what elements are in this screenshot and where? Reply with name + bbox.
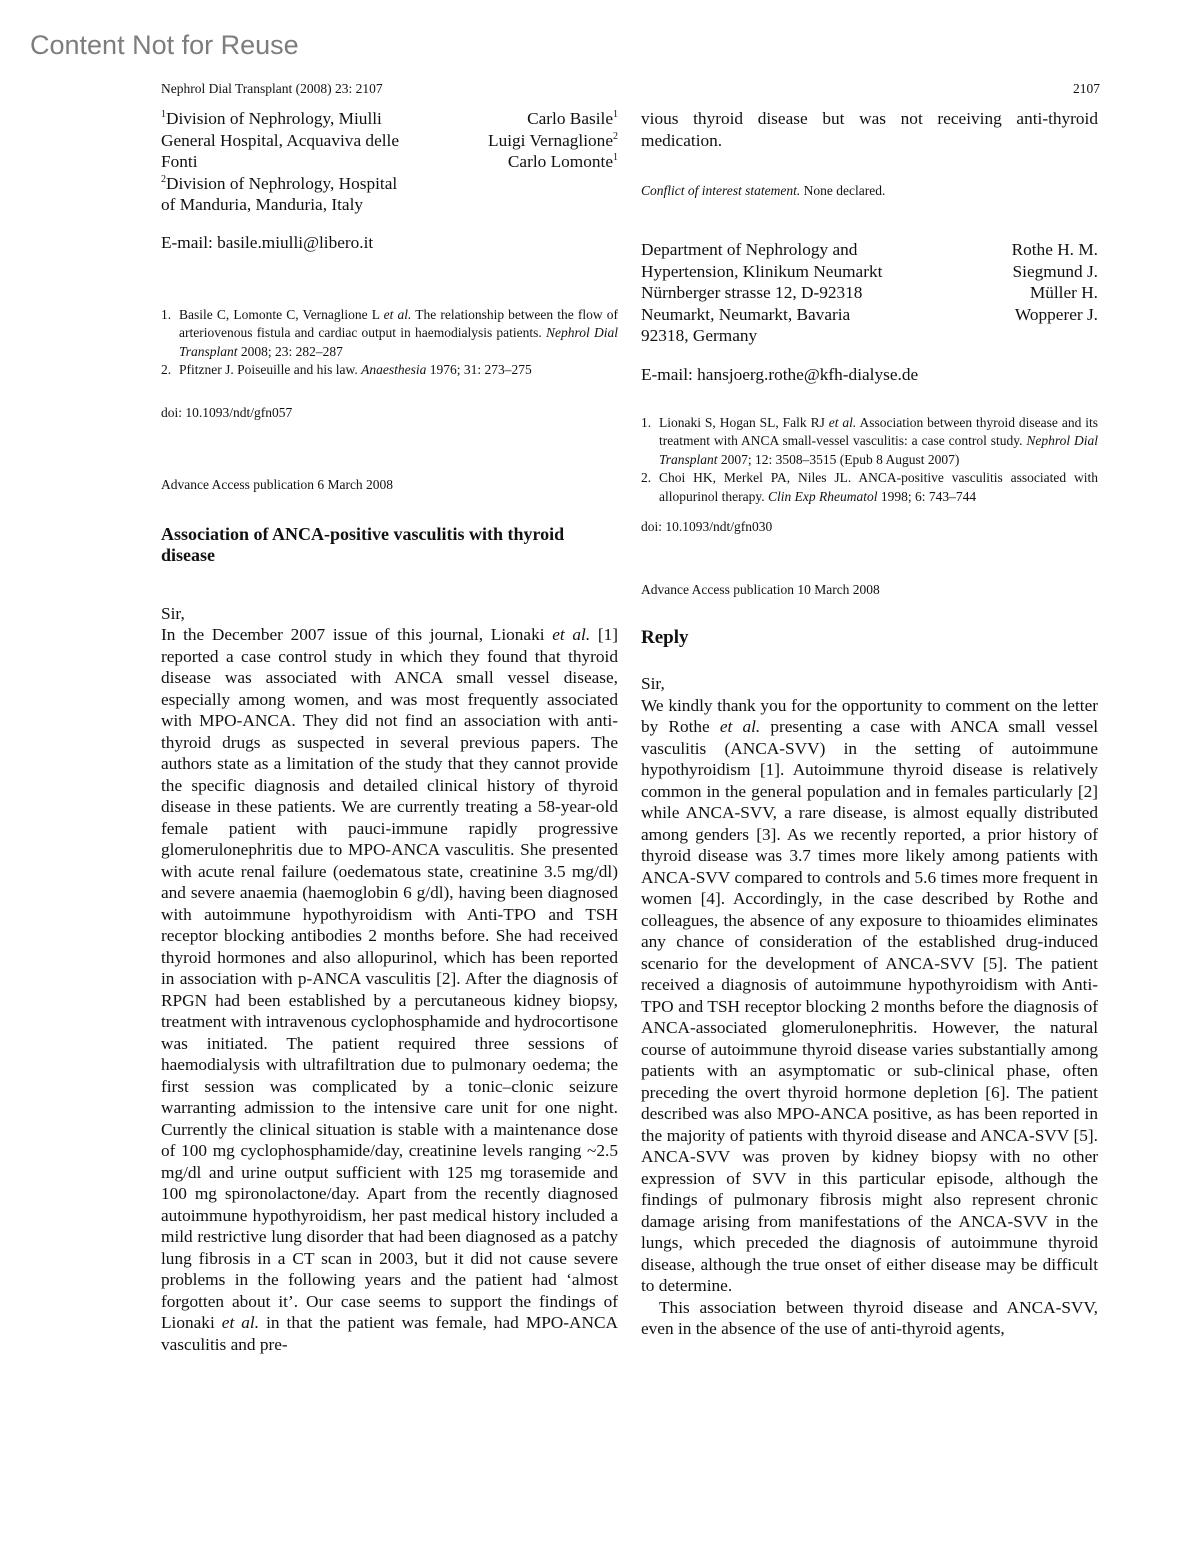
affiliation-line: General Hospital, Acquaviva delle	[161, 130, 400, 150]
author-name: Carlo Basile$^1$	[527, 109, 618, 128]
affiliation-line: 92318, Germany	[641, 326, 758, 345]
affiliation-line: Division of Nephrology, Hospital	[166, 173, 398, 193]
signature-block	[641, 239, 1098, 347]
affiliation-line: Fonti	[161, 152, 198, 171]
advance-access-line: Advance Access publication 10 March 2008	[641, 582, 880, 597]
letter-paragraph: In the December 2007 issue of this journal, Lionaki et al. [1] reported a case control study in which they found that thyroid disease was associated with ANCA small vessel disease, especially among women, and was most frequently associated with MPO-ANCA. They did not find an association with anti-thyroid drugs as suspected in several previous papers. The authors state as a limitation of the study that they cannot provide the specific diagnosis and detailed clinical history of thyroid disease in these patients. We are currently treating a 58-year-old female patient with pauci-immune rapidly progressive glomerulonephritis due to MPO-ANCA vasculitis. She presented with acute renal failure (oedematous state, creatinine 3.5 mg/dl) and severe anaemia (haemoglobin 6 g/dl), having been diagnosed with autoimmune hypothyroidism with Anti-TPO and TSH receptor blocking antibodies 2 months before. She had received thyroid hormones and also allopurinol, which has been reported in association with p-ANCA vasculitis [2]. After the diagnosis of RPGN had been established by a percutaneous kidney biopsy, treatment with intravenous cyclophosphamide and hydrocortisone was initiated. The patient required three sessions of haemodialysis with ultrafiltration due to pulmonary oedema; the first session was complicated by a tonic–clonic seizure warranting admission to the intensive care unit for one night. Currently the clinical situation is stable with a maintenance dose of 100 mg cyclophosphamide/day, creatinine levels ranging ~2.5 mg/dl and urine output sufficient with 125 mg torasemide and 100 mg spironolactone/day. Apart from the recently diagnosed autoimmune hypothyroidism, her past medical history included a mild restrictive lung disorder that had been diagnosed as a patchy lung fibrosis in a CT scan in 2003, but it did not cause severe problems in the following years and the patient had ‘almost forgotten about it’. Our case seems to support the findings of Lionaki et al. in that the patient was female, had MPO-ANCA vasculitis and pre-	[161, 625, 619, 1354]
article-title: Association of ANCA-positive vasculitis with thyroid disease	[161, 523, 565, 565]
watermark: Content Not for Reuse	[30, 30, 299, 60]
affiliation-line: Nürnberger strasse 12, D-92318	[641, 283, 863, 302]
affiliation-line: Neumarkt, Neumarkt, Bavaria	[641, 304, 851, 324]
author-email: E-mail: hansjoerg.rothe@kfh-dialyse.de	[641, 364, 919, 384]
reply-title: Reply	[641, 627, 689, 648]
reference-item: 1. Lionaki S, Hogan SL, Falk RJ et al. Association between thyroid disease and its treatment with ANCA small-vessel vasculitis: a case control study. Nephrol Dial Transplant 2007; 12: 3508–3515 (Epub 8 August 2007)	[641, 414, 1098, 467]
reply-paragraph: We kindly thank you for the opportunity to comment on the letter by Rothe et al. presenting a case with ANCA small vessel vasculitis (ANCA-SVV) in the setting of autoimmune hypothyroidism [1]. Autoimmune thyroid disease is relatively common in the general population and in females particularly [2] while ANCA-SVV, a rare disease, is almost equally distributed among genders [3]. As we recently reported, a prior history of thyroid disease was 3.7 times more likely among patients with ANCA-SVV compared to controls and 5.6 times more frequent in women [4]. Accordingly, in the case described by Rothe and colleagues, the absence of any exposure to thioamides eliminates any chance of consideration of the established drug-induced scenario for the development of ANCA-SVV [5]. The patient received a diagnosis of autoimmune hypothyroidism with Anti-TPO and TSH receptor blocking 2 months before the diagnosis of ANCA-associated glomerulonephritis. However, the natural course of autoimmune thyroid disease varies substantially among patients with an asymptomatic or sub-clinical phase, often preceding the overt thyroid hormone depletion [6]. The patient described was also MPO-ANCA positive, as has been reported in the majority of patients with thyroid disease and ANCA-SVV [5]. ANCA-SVV was proven by kidney biopsy with no other expression of SVV in this particular episode, although the findings of pulmonary fibrosis might also represent chronic damage arising from manifestations of the ANCA-SVV in the lungs, which preceded the diagnosis of autoimmune thyroid disease, although the true onset of either disease may be difficult to determine.	[641, 695, 1099, 1295]
affiliation-line: Hypertension, Klinikum Neumarkt	[641, 261, 883, 281]
letter-paragraph-continued: vious thyroid disease but was not receiving anti-thyroid medication.	[641, 109, 1098, 150]
author-name: Luigi Vernaglione$^2$	[488, 130, 618, 150]
affiliation-line: Division of Nephrology, Miulli	[166, 109, 382, 128]
reference-item: 1. Basile C, Lomonte C, Vernaglione L et al. The relationship between the flow of arteriovenous fistula and cardiac output in haemodialysis patients. Nephrol Dial Transplant 2008; 23: 282–287	[161, 306, 618, 359]
author-email: E-mail: basile.miulli@libero.it	[161, 232, 374, 252]
reply-paragraph: This association between thyroid disease and ANCA-SVV, even in the absence of the use of anti-thyroid agents,	[641, 1297, 1098, 1338]
reference-item: 2. Choi HK, Merkel PA, Niles JL. ANCA-positive vasculitis associated with allopurinol therapy. Clin Exp Rheumatol 1998; 6: 743–744	[641, 470, 1098, 504]
author-name: Carlo Lomonte$^1$	[507, 152, 618, 171]
salutation: Sir,	[161, 603, 185, 623]
reference-list	[161, 306, 618, 380]
page-number: 2107	[1073, 81, 1100, 96]
left-column	[161, 108, 618, 1355]
affiliation	[161, 108, 451, 216]
reference-list	[641, 414, 1098, 507]
doi: doi: 10.1093/ndt/gfn057	[161, 404, 293, 420]
advance-access-line: Advance Access publication 6 March 2008	[161, 476, 394, 492]
running-header: Nephrol Dial Transplant (2008) 23: 2107	[161, 81, 383, 96]
reference-item: 2. Pfitzner J. Poiseuille and his law. Anaesthesia 1976; 31: 273–275	[161, 362, 532, 377]
affiliation-marker: 2	[161, 173, 166, 185]
salutation: Sir,	[641, 674, 665, 693]
author-list	[488, 108, 618, 216]
author-list	[1012, 239, 1098, 347]
author-name: Wopperer J.	[1014, 304, 1098, 324]
conflict-of-interest: Conflict of interest statement. None declared.	[641, 183, 886, 198]
doi: doi: 10.1093/ndt/gfn030	[641, 519, 773, 534]
affiliation-marker: 1	[161, 109, 166, 121]
affiliation	[641, 239, 931, 347]
author-name: Rothe H. M.	[1011, 240, 1098, 259]
author-name: Siegmund J.	[1012, 261, 1098, 281]
author-name: Müller H.	[1029, 283, 1098, 302]
right-column	[641, 108, 1098, 1340]
signature-block	[161, 108, 618, 216]
affiliation-line: of Manduria, Manduria, Italy	[161, 195, 364, 214]
affiliation-line: Department of Nephrology and	[641, 240, 858, 259]
